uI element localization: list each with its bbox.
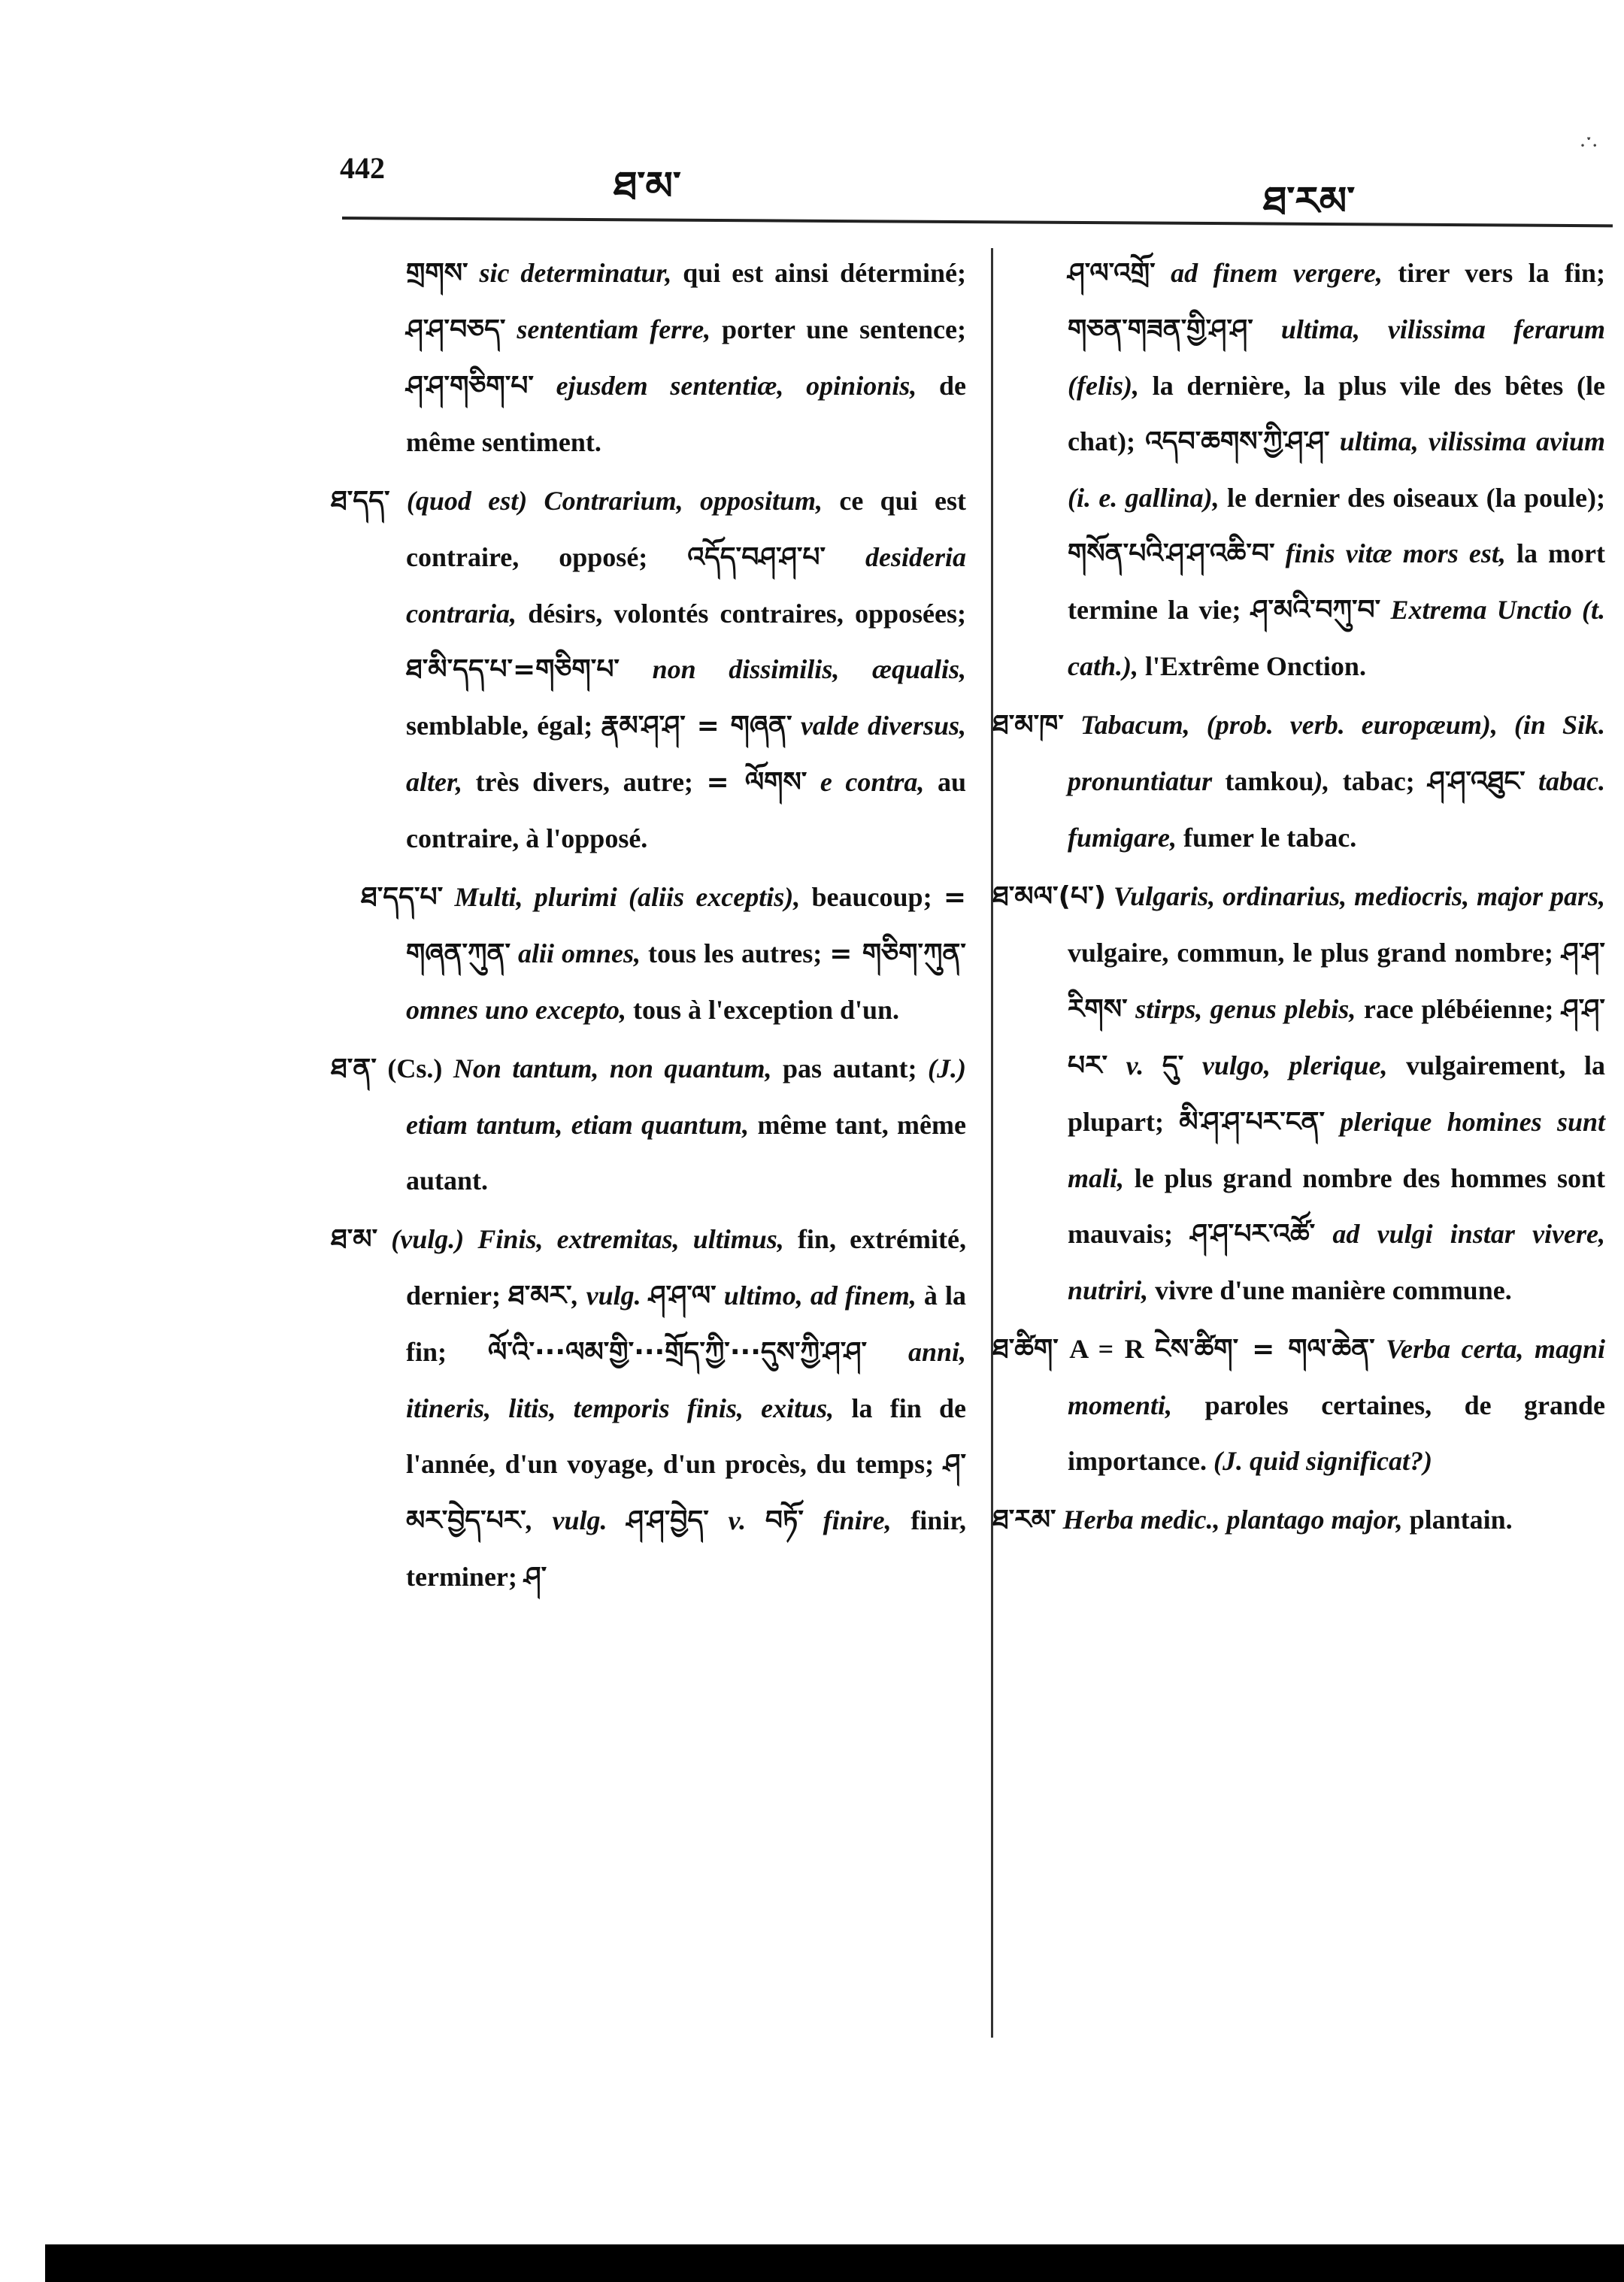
french-gloss: à la fin; <box>406 1280 966 1367</box>
tibetan-headword: ཐ་མར་ <box>508 1280 572 1311</box>
tibetan-headword: ལོ་འི་···ལམ་གྱི་···གྲོད་ཀྱི་···དུས་ཀྱི་ཤ་ཤ་ <box>487 1337 868 1368</box>
dictionary-entry <box>992 245 1605 694</box>
right-column <box>992 245 1605 1551</box>
latin-gloss: finire, <box>803 1505 892 1535</box>
dictionary-entry <box>992 1321 1605 1489</box>
tibetan-headword: ཐ་ན་ <box>331 1053 377 1084</box>
latin-gloss: Non tantum, non quantum, <box>453 1053 772 1083</box>
latin-gloss: (J. quid significat?) <box>1213 1446 1432 1476</box>
tibetan-headword: = གཞན་ཀུན་ <box>406 882 966 969</box>
french-gloss: race plébéienne; <box>1356 994 1562 1024</box>
latin-gloss: ultima, vilissima ferarum (felis), <box>1068 314 1605 401</box>
french-gloss: la dernière, la plus vile des bêtes (le chat); <box>1068 371 1605 456</box>
tibetan-headword: མི་ཤ་ཤ་པར་ངན་ <box>1179 1107 1326 1138</box>
tibetan-headword: = ལོགས་ <box>706 767 807 798</box>
french-gloss: désirs, volontés contraires, opposées; <box>517 599 966 629</box>
tibetan-headword: ཐ་མི་དད་པ་=གཅིག་པ་ <box>406 654 620 685</box>
french-gloss: très divers, autre; <box>462 767 707 797</box>
french-gloss: vulgairement, la plupart; <box>1068 1050 1605 1137</box>
tibetan-headword: ཐ་རམ་ <box>992 1505 1056 1535</box>
french-gloss: qui est ainsi déterminé; <box>671 258 967 288</box>
french-gloss: tirer vers la fin; <box>1382 258 1605 288</box>
tibetan-headword: ཤ་ཤ་བྱེད་ <box>626 1505 709 1536</box>
latin-gloss: ), <box>1313 766 1330 796</box>
french-gloss: tous à l'exception d'un. <box>626 995 900 1025</box>
french-gloss: paroles certaines, de grande importance. <box>1068 1390 1605 1476</box>
tibetan-headword: ཤ་ཤ་རིགས་ <box>1068 938 1605 1025</box>
tibetan-headword: ཐ་དད་ <box>331 486 390 517</box>
french-gloss: tous les autres; <box>641 938 830 968</box>
french-gloss: tabac; <box>1329 766 1428 796</box>
running-head-right: ཐ་རམ་ <box>1263 179 1356 224</box>
latin-gloss: e contra, <box>807 767 925 797</box>
tibetan-headword: ཐ་མ་ <box>331 1224 378 1255</box>
running-head-left: ཐ་མ་ <box>614 164 681 209</box>
tibetan-headword: དུ་ <box>1162 1050 1184 1081</box>
tibetan-headword: གྲགས་ <box>406 258 468 289</box>
tibetan-headword: ཤ་ཤ་པར་འཚོ་ <box>1190 1219 1316 1250</box>
french-gloss: l'Extrême Onction. <box>1138 651 1366 681</box>
latin-gloss: Extrema Unctio (t. cath.), <box>1068 595 1606 681</box>
latin-gloss: omnes uno excepto, <box>406 995 626 1025</box>
dictionary-entry <box>331 1211 966 1605</box>
french-gloss: la fin de l'année, d'un voyage, d'un procès, du temps; <box>406 1393 966 1479</box>
latin-gloss: plerique homines sunt mali, <box>1068 1107 1605 1193</box>
tibetan-headword: ཤ་ཤ་གཅིག་པ་ <box>406 371 534 402</box>
latin-gloss: v. <box>708 1505 765 1535</box>
latin-gloss: ultimo, ad finem, <box>716 1280 917 1311</box>
latin-gloss: ultima, vilissima avium (i. e. gallina), <box>1068 426 1605 513</box>
tibetan-headword: རྣམ་ཤ་ཤ་ = གཞན་ <box>601 711 792 741</box>
latin-gloss: finis vitæ mors est, <box>1274 538 1506 568</box>
french-gloss: semblable, égal; <box>406 711 601 741</box>
latin-gloss: Verba certa, magni momenti, <box>1068 1334 1605 1420</box>
header-rule <box>342 217 1613 227</box>
tibetan-headword: ཤ་ཤ་པར་ <box>1068 994 1605 1081</box>
french-gloss: la mort termine la vie; <box>1068 538 1605 625</box>
french-gloss: beaucoup; <box>800 882 944 912</box>
latin-gloss: , vulg. <box>571 1280 649 1311</box>
french-gloss: pas autant; <box>771 1053 929 1083</box>
french-gloss: de même sentiment. <box>406 371 966 457</box>
french-gloss: porter une sentence; <box>710 314 967 344</box>
tibetan-headword: གཅན་གཟན་གྱི་ཤ་ཤ་ <box>1068 314 1253 345</box>
tibetan-headword: འདབ་ཆགས་ཀྱི་ཤ་ཤ་ <box>1145 426 1330 457</box>
tibetan-headword: འདོད་བཤ་ཤ་པ་ <box>687 542 826 573</box>
tibetan-headword: བཏོ་ <box>765 1505 804 1536</box>
latin-gloss: ad finem vergere, <box>1155 258 1383 288</box>
tibetan-headword: ཐ་ཚིག་ <box>992 1334 1059 1365</box>
tibetan-headword: ཤ་མར་བྱེད་པར་ <box>406 1449 966 1536</box>
latin-gloss: stirps, genus plebis, <box>1127 994 1356 1024</box>
french-gloss: A = R <box>1058 1334 1155 1364</box>
latin-gloss: tabac. fumigare, <box>1068 766 1605 853</box>
latin-gloss: Multi, plurimi (aliis exceptis), <box>443 882 801 912</box>
tibetan-headword: = གཅིག་ཀུན་ <box>829 938 966 969</box>
french-gloss: au contraire, à l'opposé. <box>406 767 966 853</box>
french-gloss: plantain. <box>1402 1505 1513 1535</box>
left-column <box>331 245 966 1608</box>
scan-bottom-bar <box>45 2244 1624 2282</box>
tibetan-headword: ངེས་ཚིག་ = གལ་ཆེན་ <box>1155 1334 1375 1365</box>
tibetan-headword: ཤ་ <box>523 1562 547 1593</box>
tibetan-headword: ཤ་ལ་འགྲོ་ <box>1068 258 1156 289</box>
tibetan-headword: གསོན་པའི་ཤ་ཤ་འཆི་བ་ <box>1068 538 1275 569</box>
page-number: 442 <box>340 151 385 185</box>
dictionary-entry <box>992 868 1605 1318</box>
latin-gloss: (J.) etiam tantum, etiam quantum, <box>406 1053 967 1140</box>
tibetan-headword: ཤ་ཤ་ལ་ <box>648 1280 717 1311</box>
dictionary-entry <box>331 869 966 1038</box>
french-gloss: vivre d'une manière commune. <box>1148 1275 1512 1305</box>
french-gloss: vulgaire, commun, le plus grand nombre; <box>1068 938 1562 968</box>
french-gloss: finir, terminer; <box>406 1505 966 1592</box>
dictionary-entry <box>331 473 966 866</box>
french-gloss: fumer le tabac. <box>1177 823 1357 853</box>
tibetan-headword: ཤ་ཤ་བཅད་ <box>406 314 506 345</box>
latin-gloss: non dissimilis, æqualis, <box>619 654 966 684</box>
french-gloss: le dernier des oiseaux (la poule); <box>1219 483 1605 513</box>
latin-gloss: ad vulgi instar vivere, nutriri, <box>1068 1219 1605 1305</box>
latin-gloss: Herba medic., plantago major, <box>1056 1505 1403 1535</box>
dictionary-entry <box>331 1041 966 1208</box>
latin-gloss: vulgo, plerique, <box>1183 1050 1388 1080</box>
tibetan-headword: ཤ་ཤ་འཐུང་ <box>1427 766 1526 797</box>
latin-gloss: sic determinatur, <box>468 258 672 288</box>
french-gloss: le plus grand nombre des hommes sont mauvais; <box>1068 1163 1605 1249</box>
latin-gloss: , vulg. <box>526 1505 627 1535</box>
tibetan-headword: ཐ་མལ་(པ་) <box>992 881 1107 912</box>
tibetan-headword: ཐ་དད་པ་ <box>361 882 444 913</box>
dictionary-entry <box>331 245 966 470</box>
latin-gloss: (quod est) Contrarium, oppositum, <box>389 486 823 516</box>
latin-gloss: sententiam ferre, <box>505 314 711 344</box>
latin-gloss: Vulgaris, ordinarius, mediocris, major pars, <box>1106 881 1605 911</box>
latin-gloss: desideria contraria, <box>406 542 967 629</box>
latin-gloss: anni, itineris, litis, temporis finis, exitus, <box>406 1337 967 1423</box>
latin-gloss: valde diversus, alter, <box>406 711 966 797</box>
tibetan-headword: ཤ་མའི་བཀུ་བ་ <box>1250 595 1381 626</box>
french-gloss: tamkou <box>1212 766 1314 796</box>
latin-gloss: ejusdem sententiæ, opinionis, <box>533 371 917 401</box>
latin-gloss: (vulg.) Finis, extremitas, ultimus, <box>377 1224 784 1254</box>
corner-mark: ·་· <box>1579 133 1599 158</box>
french-gloss: ce qui est contraire, opposé; <box>406 486 966 572</box>
latin-gloss: alii omnes, <box>511 938 641 968</box>
dictionary-entry <box>992 1492 1605 1548</box>
dictionary-entry <box>992 697 1605 865</box>
latin-gloss: v. <box>1107 1050 1162 1080</box>
latin-gloss: Tabacum, (prob. verb. europæum), (in Sik. pronuntiatur <box>1063 710 1605 796</box>
french-gloss: même tant, même autant. <box>406 1110 966 1196</box>
french-gloss: (Cs.) <box>376 1053 453 1083</box>
tibetan-headword: ཐ་མ་ཁ་ <box>992 710 1064 741</box>
french-gloss: fin, extrémité, dernier; <box>406 1224 966 1311</box>
